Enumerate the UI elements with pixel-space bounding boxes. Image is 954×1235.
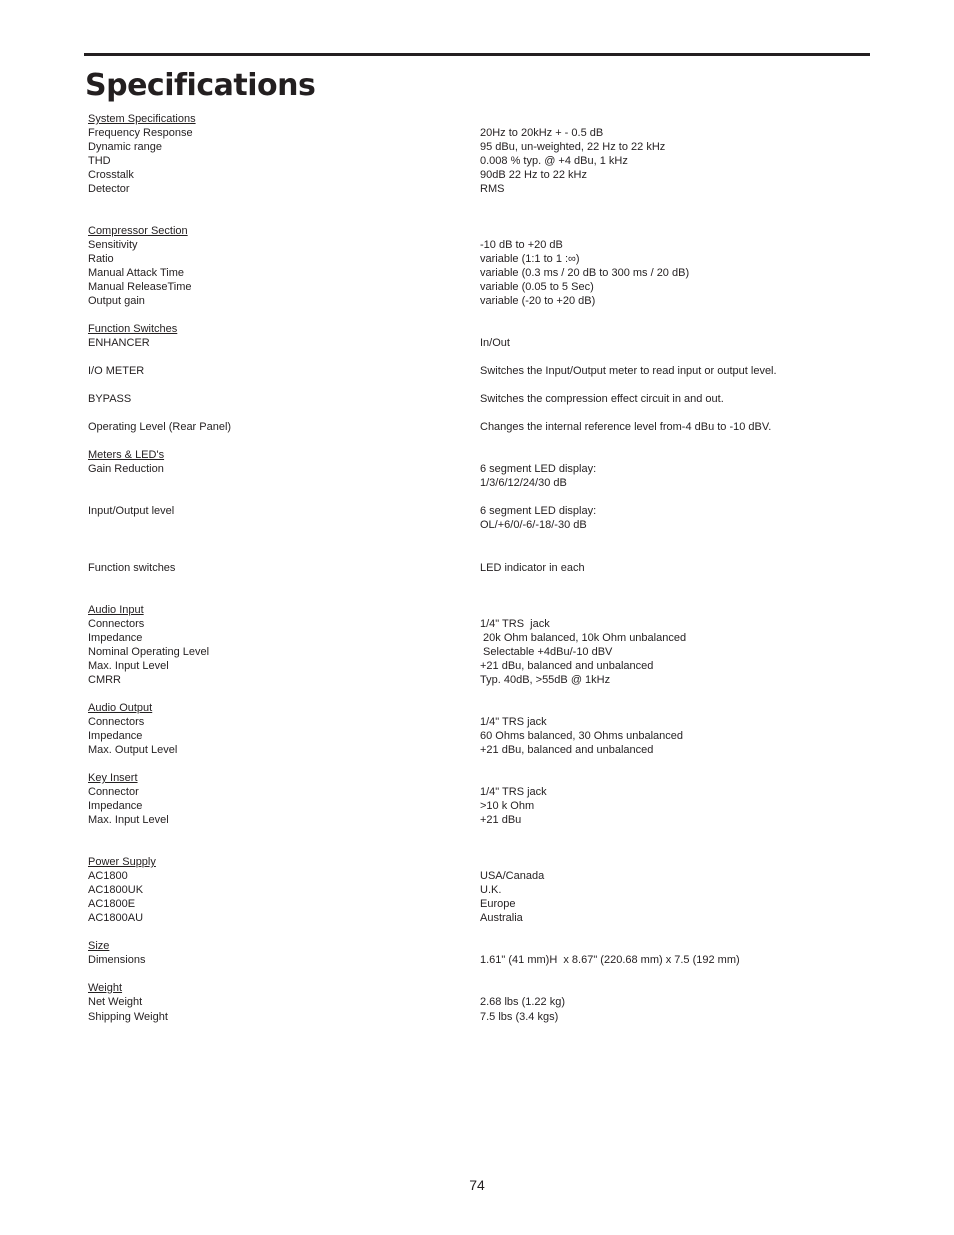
spec-label: THD xyxy=(88,155,111,167)
section-header: Size xyxy=(88,940,110,952)
spec-label: Function switches xyxy=(88,562,176,574)
spec-value: U.K. xyxy=(480,884,502,896)
spec-value: variable (1:1 to 1 :∞) xyxy=(480,253,580,265)
spec-value: LED indicator in each xyxy=(480,562,585,574)
spec-label: Input/Output level xyxy=(88,505,175,517)
spec-label: Dimensions xyxy=(88,954,146,966)
spec-label: BYPASS xyxy=(88,393,132,405)
spec-value: 95 dBu, un-weighted, 22 Hz to 22 kHz xyxy=(480,141,666,153)
spec-label: Operating Level (Rear Panel) xyxy=(88,421,232,433)
page-number: 74 xyxy=(469,1177,485,1193)
spec-value: Changes the internal reference level from-4 dBu to -10 dBV. xyxy=(480,421,772,433)
spec-label: Impedance xyxy=(88,800,143,812)
spec-label: Nominal Operating Level xyxy=(88,646,210,658)
spec-label: Impedance xyxy=(88,632,143,644)
spec-value: 1/4" TRS jack xyxy=(480,786,547,798)
page-title: Specifications xyxy=(85,68,316,103)
section-header: Key Insert xyxy=(88,772,138,784)
spec-value: 1.61" (41 mm)H x 8.67" (220.68 mm) x 7.5 (192 mm) xyxy=(480,954,740,966)
spec-label: AC1800 xyxy=(88,870,128,882)
spec-label: Net Weight xyxy=(88,996,143,1008)
spec-value: +21 dBu, balanced and unbalanced xyxy=(480,660,654,672)
spec-value: 6 segment LED display: xyxy=(480,463,597,475)
spec-label: Detector xyxy=(88,183,130,195)
spec-label: Max. Output Level xyxy=(88,744,178,756)
spec-label: ENHANCER xyxy=(88,337,150,349)
top-rule xyxy=(84,53,870,56)
spec-label: Ratio xyxy=(88,253,114,265)
spec-value: 6 segment LED display: xyxy=(480,505,597,517)
spec-value: 20Hz to 20kHz + - 0.5 dB xyxy=(480,127,604,139)
spec-label: AC1800AU xyxy=(88,912,144,924)
section-header: Function Switches xyxy=(88,323,178,335)
spec-label: AC1800E xyxy=(88,898,136,910)
spec-value: Switches the Input/Output meter to read input or output level. xyxy=(480,365,777,377)
spec-value: Europe xyxy=(480,898,516,910)
spec-value: Typ. 40dB, >55dB @ 1kHz xyxy=(480,674,611,686)
spec-label: Dynamic range xyxy=(88,141,162,153)
spec-value: Selectable +4dBu/-10 dBV xyxy=(480,646,613,658)
section-header: Audio Output xyxy=(88,702,153,714)
spec-label: Connector xyxy=(88,786,139,798)
spec-value: 1/4" TRS jack xyxy=(480,716,547,728)
spec-value: +21 dBu xyxy=(480,814,522,826)
spec-label: AC1800UK xyxy=(88,884,144,896)
spec-value: -10 dB to +20 dB xyxy=(480,239,563,251)
spec-value: variable (0.3 ms / 20 dB to 300 ms / 20 dB) xyxy=(480,267,690,279)
spec-value: 60 Ohms balanced, 30 Ohms unbalanced xyxy=(480,730,684,742)
section-header: Weight xyxy=(88,982,123,994)
spec-label: Impedance xyxy=(88,730,143,742)
spec-value: In/Out xyxy=(480,337,510,349)
spec-value: 90dB 22 Hz to 22 kHz xyxy=(480,169,588,181)
spec-label: Gain Reduction xyxy=(88,463,164,475)
section-header: System Specifications xyxy=(88,113,196,125)
spec-label: Sensitivity xyxy=(88,239,138,251)
spec-value: 20k Ohm balanced, 10k Ohm unbalanced xyxy=(480,632,687,644)
spec-label: Crosstalk xyxy=(88,169,134,181)
spec-value: 7.5 lbs (3.4 kgs) xyxy=(480,1011,559,1023)
spec-value: RMS xyxy=(480,183,505,195)
spec-label: I/O METER xyxy=(88,365,145,377)
spec-label: Connectors xyxy=(88,618,145,630)
spec-value: Australia xyxy=(480,912,523,924)
spec-value: +21 dBu, balanced and unbalanced xyxy=(480,744,654,756)
section-header: Compressor Section xyxy=(88,225,188,237)
spec-label: Max. Input Level xyxy=(88,814,169,826)
spec-value: 2.68 lbs (1.22 kg) xyxy=(480,996,565,1008)
spec-value: Switches the compression effect circuit in and out. xyxy=(480,393,724,405)
spec-value: 1/4" TRS jack xyxy=(480,618,550,630)
spec-label: Shipping Weight xyxy=(88,1011,168,1023)
spec-value: variable (-20 to +20 dB) xyxy=(480,295,596,307)
spec-value: OL/+6/0/-6/-18/-30 dB xyxy=(480,519,587,531)
spec-label: Manual ReleaseTime xyxy=(88,281,192,293)
spec-value: USA/Canada xyxy=(480,870,545,882)
spec-label: Manual Attack Time xyxy=(88,267,184,279)
spec-value: >10 k Ohm xyxy=(480,800,535,812)
section-header: Meters & LED's xyxy=(88,449,165,461)
spec-value: 0.008 % typ. @ +4 dBu, 1 kHz xyxy=(480,155,628,167)
spec-label: Frequency Response xyxy=(88,127,193,139)
spec-label: Max. Input Level xyxy=(88,660,169,672)
spec-label: CMRR xyxy=(88,674,121,686)
spec-value: 1/3/6/12/24/30 dB xyxy=(480,477,567,489)
section-header: Audio Input xyxy=(88,604,144,616)
spec-label: Output gain xyxy=(88,295,145,307)
spec-label: Connectors xyxy=(88,716,145,728)
spec-value: variable (0.05 to 5 Sec) xyxy=(480,281,594,293)
section-header: Power Supply xyxy=(88,856,156,868)
